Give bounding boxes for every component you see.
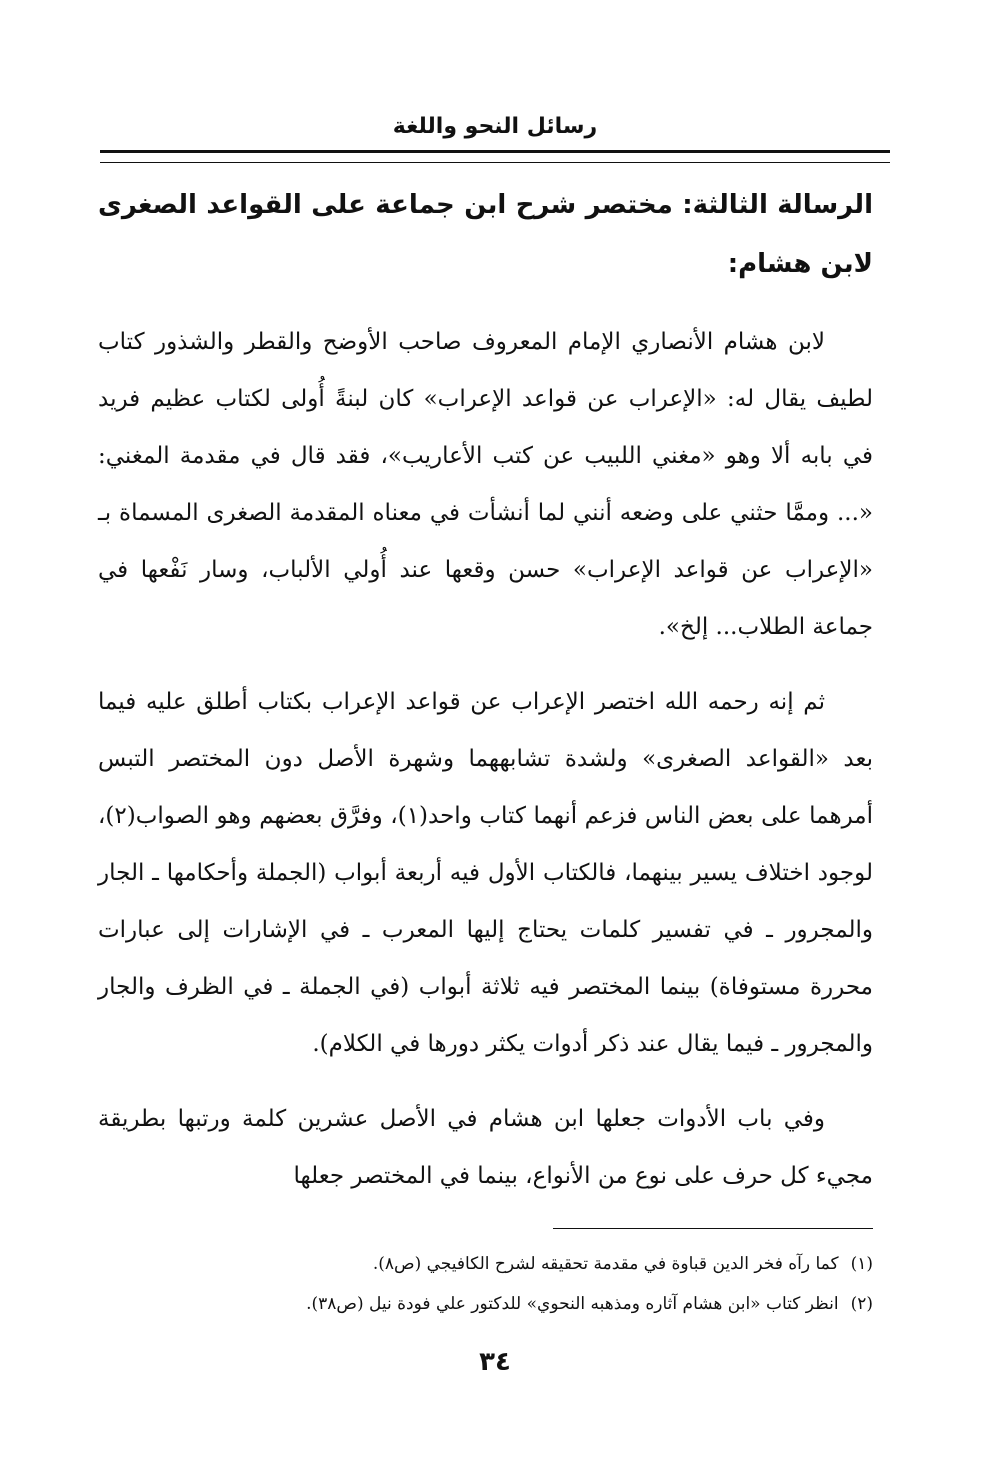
footnote-2-number: (٢) <box>850 1294 873 1314</box>
footnote-2-text: انظر كتاب «ابن هشام آثاره ومذهبه النحوي» للدكتور علي فودة نيل (ص٣٨). <box>306 1294 839 1314</box>
page-body <box>98 176 873 1205</box>
section-title: الرسالة الثالثة: مختصر شرح ابن جماعة على القواعد الصغرى لابن هشام: <box>98 190 873 279</box>
footnote-1 <box>98 1244 873 1284</box>
footnote-1-number: (١) <box>850 1254 873 1274</box>
body-paragraph-3: وفي باب الأدوات جعلها ابن هشام في الأصل عشرين كلمة ورتبها بطريقة مجيء كل حرف على نوع من الأنواع، بينما في المختصر جعلها <box>98 1106 873 1189</box>
body-paragraph-1: لابن هشام الأنصاري الإمام المعروف صاحب الأوضح والقطر والشذور كتاب لطيف يقال له: «الإعراب عن قواعد الإعراب» كان لبنةً أُولى لكتاب عظيم فريد في بابه ألا وهو «مغني اللبيب عن كتب الأعاريب»، فقد قال في مقدمة المغني: «... وممَّا حثني على وضعه أنني لما أنشأت في معناه المقدمة الصغرى المسماة بـ «الإعراب عن قواعد الإعراب» حسن وقعها عند أُولي الألباب، وسار نَفْعها في جماعة الطلاب... إلخ». <box>98 329 873 640</box>
body-paragraph-2: ثم إنه رحمه الله اختصر الإعراب عن قواعد الإعراب بكتاب أطلق عليه فيما بعد «القواعد الصغرى» ولشدة تشابههما وشهرة الأصل دون المختصر التبس أمرهما على بعض الناس فزعم أنهما كتاب واحد(١)، وفرَّق بعضهم وهو الصواب(٢)، لوجود اختلاف يسير بينهما، فالكتاب الأول فيه أربعة أبواب (الجملة وأحكامها ـ الجار والمجرور ـ في تفسير كلمات يحتاج إليها المعرب ـ في الإشارات إلى عبارات محررة مستوفاة) بينما المختصر فيه ثلاثة أبواب (في الجملة ـ في الظرف والجار والمجرور ـ فيما يقال عند ذكر أدوات يكثر دورها في الكلام). <box>98 689 873 1057</box>
footnote-2 <box>98 1284 873 1324</box>
footnote-1-text: كما رآه فخر الدين قباوة في مقدمة تحقيقه لشرح الكافيجي (ص٨). <box>372 1254 839 1274</box>
page-number: ٣٤ <box>479 1347 511 1377</box>
footnotes <box>98 1244 873 1324</box>
header-double-rule <box>100 150 890 163</box>
running-header-title: رسائل النحو واللغة <box>392 114 598 139</box>
footnote-separator <box>553 1228 873 1229</box>
